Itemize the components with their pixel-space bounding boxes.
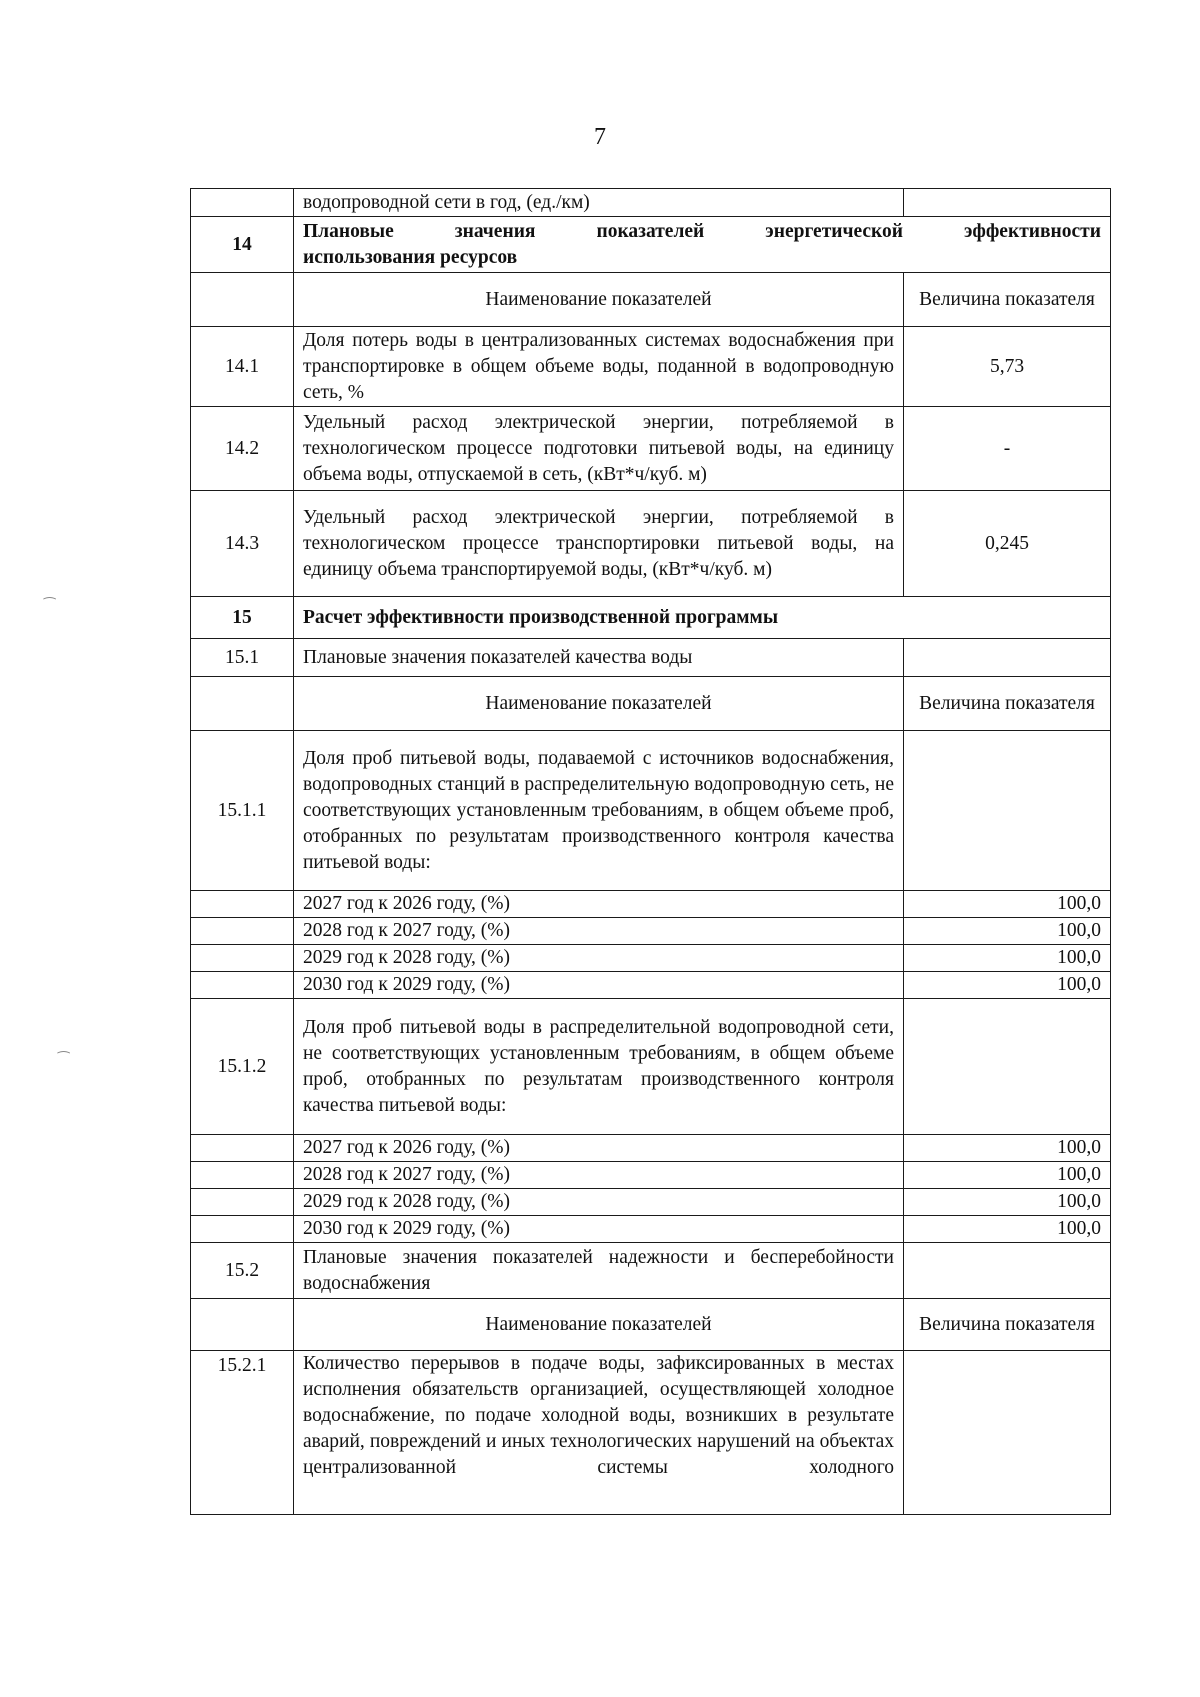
page-number: 7 bbox=[594, 124, 606, 150]
header-value: Величина показателя bbox=[904, 273, 1111, 327]
row-number: 14.1 bbox=[191, 327, 294, 407]
year-value: 100,0 bbox=[904, 945, 1111, 972]
table-row bbox=[191, 491, 1111, 597]
table-row bbox=[191, 407, 1111, 491]
row-number-empty bbox=[191, 1189, 294, 1216]
row-number-empty bbox=[191, 1162, 294, 1189]
row-number-empty bbox=[191, 891, 294, 918]
year-value: 100,0 bbox=[904, 891, 1111, 918]
year-value: 100,0 bbox=[904, 1189, 1111, 1216]
table-row bbox=[191, 731, 1111, 891]
table-row bbox=[191, 999, 1111, 1135]
table-row bbox=[191, 327, 1111, 407]
row-value-empty bbox=[904, 189, 1111, 217]
year-label: 2029 год к 2028 году, (%) bbox=[294, 945, 904, 972]
header-empty bbox=[191, 1299, 294, 1351]
row-text: Удельный расход электрической энергии, потребляемой в технологическом процессе подготовки питьевой воды, на единицу объема воды, отпускаемой в сеть, (кВт*ч/куб. м) bbox=[294, 407, 904, 491]
section-title: Расчет эффективности производственной программы bbox=[294, 597, 1111, 639]
table-row bbox=[191, 1351, 1111, 1515]
row-text: Плановые значения показателей надежности и бесперебойности водоснабжения bbox=[294, 1243, 904, 1299]
section-title-line: Плановые значения показателей энергетической эффективности bbox=[303, 220, 1101, 242]
section-title bbox=[294, 217, 1111, 273]
row-value-empty bbox=[904, 1243, 1111, 1299]
row-number: 15.1.2 bbox=[191, 999, 294, 1135]
year-label: 2028 год к 2027 году, (%) bbox=[294, 918, 904, 945]
header-value: Величина показателя bbox=[904, 1299, 1111, 1351]
year-row bbox=[191, 891, 1111, 918]
row-number-empty bbox=[191, 972, 294, 999]
year-value: 100,0 bbox=[904, 1216, 1111, 1243]
row-number: 15.2.1 bbox=[191, 1351, 294, 1515]
header-value: Величина показателя bbox=[904, 677, 1111, 731]
row-value-empty bbox=[904, 639, 1111, 677]
row-number-empty bbox=[191, 189, 294, 217]
header-empty bbox=[191, 273, 294, 327]
row-number-empty bbox=[191, 1216, 294, 1243]
section-number: 14 bbox=[191, 217, 294, 273]
row-value-empty bbox=[904, 1351, 1111, 1515]
column-header-row bbox=[191, 1299, 1111, 1351]
row-number: 14.3 bbox=[191, 491, 294, 597]
year-value: 100,0 bbox=[904, 1135, 1111, 1162]
row-number: 15.2 bbox=[191, 1243, 294, 1299]
row-value-empty bbox=[904, 999, 1111, 1135]
year-label: 2029 год к 2028 году, (%) bbox=[294, 1189, 904, 1216]
year-label: 2027 год к 2026 году, (%) bbox=[294, 891, 904, 918]
column-header-row bbox=[191, 677, 1111, 731]
row-number-empty bbox=[191, 918, 294, 945]
year-label: 2030 год к 2029 году, (%) bbox=[294, 972, 904, 999]
table-row bbox=[191, 1243, 1111, 1299]
row-value: 0,245 bbox=[904, 491, 1111, 597]
row-value: - bbox=[904, 407, 1111, 491]
year-row bbox=[191, 918, 1111, 945]
row-value: 5,73 bbox=[904, 327, 1111, 407]
table-row bbox=[191, 639, 1111, 677]
year-row bbox=[191, 1189, 1111, 1216]
row-number-empty bbox=[191, 945, 294, 972]
year-value: 100,0 bbox=[904, 918, 1111, 945]
year-row bbox=[191, 1216, 1111, 1243]
row-value-empty bbox=[904, 731, 1111, 891]
header-empty bbox=[191, 677, 294, 731]
section-heading-row bbox=[191, 597, 1111, 639]
indicators-table bbox=[190, 188, 1111, 1515]
header-name: Наименование показателей bbox=[294, 677, 904, 731]
scan-artifact-icon: ⁀ bbox=[58, 1053, 70, 1068]
section-title-line: использования ресурсов bbox=[303, 246, 518, 268]
year-row bbox=[191, 972, 1111, 999]
row-text: Удельный расход электрической энергии, потребляемой в технологическом процессе транспортировки питьевой воды, на единицу объема транспортируемой воды, (кВт*ч/куб. м) bbox=[294, 491, 904, 597]
year-row bbox=[191, 1162, 1111, 1189]
row-text: Доля проб питьевой воды в распределительной водопроводной сети, не соответствующих установленным требованиям, в общем объеме проб, отобранных по результатам производственного контроля качества питьевой воды: bbox=[294, 999, 904, 1135]
header-name: Наименование показателей bbox=[294, 273, 904, 327]
year-row bbox=[191, 1135, 1111, 1162]
row-number-empty bbox=[191, 1135, 294, 1162]
row-text: Количество перерывов в подаче воды, зафиксированных в местах исполнения обязательств организацией, осуществляющей холодное водоснабжение, по подаче холодной воды, возникших в результате аварий, повреждений и иных технологических нарушений на объектах централизованной системы холодного bbox=[294, 1351, 904, 1515]
row-text: водопроводной сети в год, (ед./км) bbox=[294, 189, 904, 217]
column-header-row bbox=[191, 273, 1111, 327]
table-row bbox=[191, 189, 1111, 217]
year-label: 2030 год к 2029 году, (%) bbox=[294, 1216, 904, 1243]
year-value: 100,0 bbox=[904, 1162, 1111, 1189]
row-text: Плановые значения показателей качества воды bbox=[294, 639, 904, 677]
row-number: 15.1.1 bbox=[191, 731, 294, 891]
year-value: 100,0 bbox=[904, 972, 1111, 999]
row-number: 14.2 bbox=[191, 407, 294, 491]
year-label: 2028 год к 2027 году, (%) bbox=[294, 1162, 904, 1189]
year-label: 2027 год к 2026 году, (%) bbox=[294, 1135, 904, 1162]
row-text: Доля проб питьевой воды, подаваемой с источников водоснабжения, водопроводных станций в распределительную водопроводную сеть, не соответствующих установленным требованиям, в общем объеме проб, отобранных по результатам производственного контроля качества питьевой воды: bbox=[294, 731, 904, 891]
scan-artifact-icon: ⁀ bbox=[44, 599, 56, 614]
header-name: Наименование показателей bbox=[294, 1299, 904, 1351]
section-heading-row bbox=[191, 217, 1111, 273]
section-number: 15 bbox=[191, 597, 294, 639]
row-text: Доля потерь воды в централизованных системах водоснабжения при транспортировке в общем объеме воды, поданной в водопроводную сеть, % bbox=[294, 327, 904, 407]
year-row bbox=[191, 945, 1111, 972]
row-number: 15.1 bbox=[191, 639, 294, 677]
